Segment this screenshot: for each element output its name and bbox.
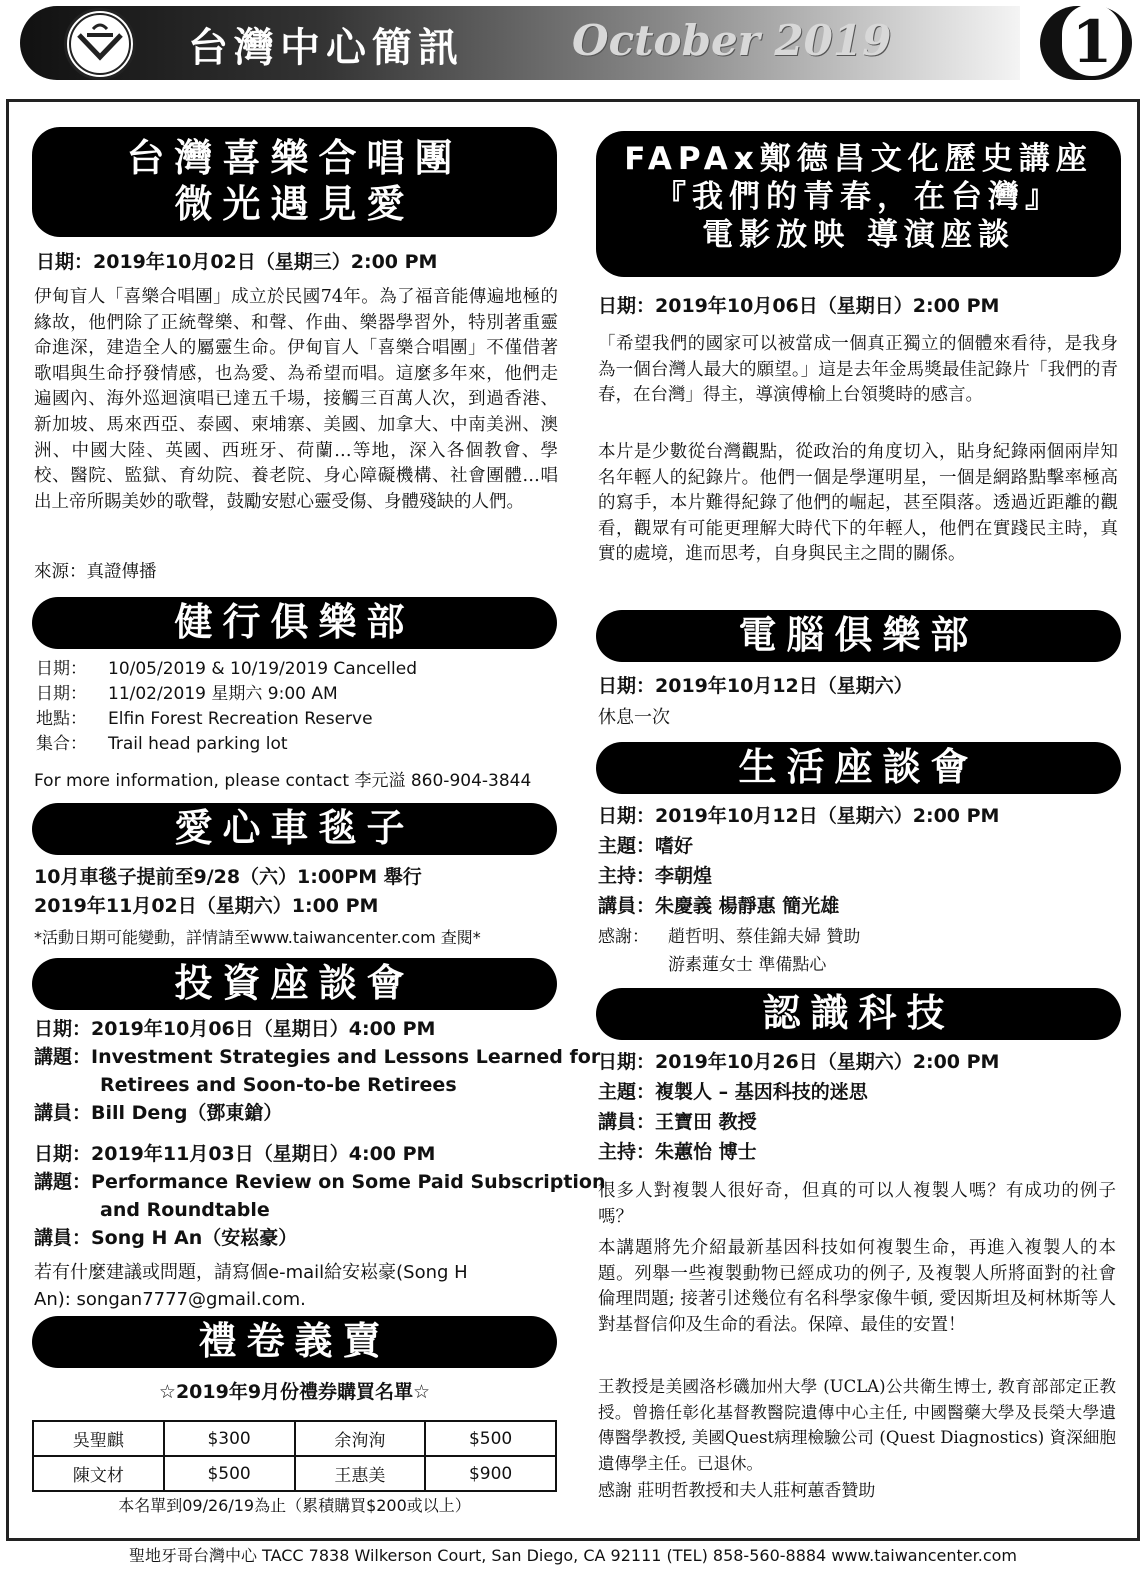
car-sale-title: 愛心車毯子 xyxy=(174,806,415,850)
buyer-amount: $500 xyxy=(425,1421,556,1456)
life-topic: 主題：嗜好 xyxy=(598,835,694,857)
investment-s1-topic-cont: Retirees and Soon-to-be Retirees xyxy=(100,1074,457,1096)
buyer-amount: $300 xyxy=(164,1421,295,1456)
topic-text: Performance Review on Some Paid Subscription xyxy=(91,1171,606,1193)
investment-contact xyxy=(34,1259,468,1313)
investment-s1-date: 日期：2019年10月06日（星期日）4:00 PM xyxy=(34,1018,436,1040)
topic-label: 講題： xyxy=(34,1171,92,1193)
life-host: 主持：李朝煌 xyxy=(598,865,713,887)
fapa-heading xyxy=(596,131,1121,277)
buyer-name: 吳聖麒 xyxy=(33,1421,164,1456)
voucher-subtitle: ☆2019年9月份禮券購買名單☆ xyxy=(158,1381,431,1403)
hiking-heading xyxy=(32,597,557,649)
footer-address: 聖地牙哥台灣中心 TACC 7838 Wilkerson Court, San Diego, CA 92111 (TEL) 858-560-8884 www.taiwancenter.com xyxy=(128,1546,1018,1565)
investment-s1-speaker: 講員：Bill Deng（鄧東鎗） xyxy=(34,1102,283,1124)
life-thanks-2: 游素蓮女士 準備點心 xyxy=(668,955,827,975)
row-value: Trail head parking lot xyxy=(108,734,288,754)
tech-para1: 很多人對複製人很好奇，但真的可以人複製人嗎？有成功的例子嗎？ xyxy=(598,1181,1116,1227)
computer-title: 電腦俱樂部 xyxy=(738,613,979,657)
choir-title-line1: 台灣喜樂合唱團 xyxy=(126,136,463,180)
car-sale-line1: 10月車毯子提前至9/28（六）1:00PM 舉行 xyxy=(34,866,422,888)
fapa-title-line3: 電影放映 導演座談 xyxy=(702,216,1015,253)
row-value: 11/02/2019 星期六 9:00 AM xyxy=(108,684,338,704)
tech-speaker: 講員：王寶田 教授 xyxy=(598,1111,757,1133)
taiwan-center-logo xyxy=(64,8,136,80)
computer-date: 日期：2019年10月12日（星期六） xyxy=(598,675,913,697)
computer-heading xyxy=(596,610,1121,662)
car-sale-heading xyxy=(32,803,557,855)
computer-note: 休息一次 xyxy=(598,707,670,728)
car-sale-note: *活動日期可能變動，詳情請至www.taiwancenter.com 查閱* xyxy=(34,928,481,947)
page-number: 1 xyxy=(1062,4,1122,76)
investment-heading xyxy=(32,958,557,1010)
hiking-details xyxy=(36,657,417,757)
hiking-row xyxy=(36,657,417,682)
buyer-name: 陳文材 xyxy=(33,1456,164,1491)
fapa-date: 日期：2019年10月06日（星期日）2:00 PM xyxy=(598,295,1000,317)
row-label: 地點： xyxy=(36,709,87,729)
row-label: 日期： xyxy=(36,684,87,704)
life-thanks-label: 感謝： xyxy=(598,927,649,947)
tech-thanks: 感謝 莊明哲教授和夫人莊柯蕙香贊助 xyxy=(598,1481,876,1501)
tech-host: 主持：朱蕙怡 博士 xyxy=(598,1141,757,1163)
hiking-title: 健行俱樂部 xyxy=(174,600,415,644)
choir-heading xyxy=(32,127,557,237)
newsletter-title: 台灣中心簡訊 xyxy=(188,24,464,71)
choir-body: 伊甸盲人「喜樂合唱團」成立於民國74年。為了福音能傳遍地極的緣故，他們除了正統聲樂、和聲、作曲、樂器學習外，特別著重靈命進深，建造全人的屬靈生命。伊甸盲人「喜樂合唱團」不僅借著歌唱與生命抒發情感，也為愛、為希望而唱。這麼多年來，他們走遍國內、海外巡迴演唱已達五千場，接觸三百萬人次，到過香港、新加坡、馬來西亞、泰國、柬埔寨、美國、加拿大、中南美洲、澳洲、中國大陸、英國、西班牙、荷蘭…等地，深入各個教會、學校、醫院、監獄、育幼院、養老院、身心障礙機構、社會團體…唱出上帝所賜美妙的歌聲，鼓勵安慰心靈受傷、身體殘缺的人們。 xyxy=(34,287,558,512)
row-value: Elfin Forest Recreation Reserve xyxy=(108,709,373,729)
buyer-name: 余洵洵 xyxy=(295,1421,426,1456)
voucher-title: 禮卷義賣 xyxy=(198,1319,391,1363)
tech-heading xyxy=(596,988,1121,1040)
voucher-heading xyxy=(32,1316,557,1368)
investment-s2-topic xyxy=(34,1167,606,1197)
fapa-title-line2: 『我們的青春，在台灣』 xyxy=(655,178,1062,215)
investment-title: 投資座談會 xyxy=(174,961,415,1005)
table-row xyxy=(33,1421,556,1456)
life-thanks-1: 趙哲明、蔡佳錦夫婦 贊助 xyxy=(668,927,861,947)
issue-date: October 2019 xyxy=(572,16,892,65)
voucher-table xyxy=(32,1420,557,1492)
life-heading xyxy=(596,742,1121,794)
life-date: 日期：2019年10月12日（星期六）2:00 PM xyxy=(598,805,1000,827)
investment-s2-speaker: 講員：Song H An（安崧豪） xyxy=(34,1227,298,1249)
investment-s1-topic xyxy=(34,1042,600,1072)
investment-s2-topic-cont: and Roundtable xyxy=(100,1199,270,1221)
topic-label: 講題： xyxy=(34,1046,92,1068)
fapa-para2: 本片是少數從台灣觀點，從政治的角度切入，貼身紀錄兩個兩岸知名年輕人的紀錄片。他們一個是學運明星，一個是網路點擊率極高的寫手，本片難得紀錄了他們的崛起，甚至隕落。透過近距離的觀看，觀眾有可能更理解大時代下的年輕人，他們在實踐民主時，真實的處境，進而思考，自身與民主之間的關係。 xyxy=(598,442,1118,565)
hiking-row xyxy=(36,707,417,732)
life-thanks xyxy=(598,925,860,950)
logo-mark-icon xyxy=(67,11,133,77)
fapa-title-line1: FAPAx鄭德昌文化歷史講座 xyxy=(624,141,1093,177)
choir-date: 日期：2019年10月02日（星期三）2:00 PM xyxy=(36,251,438,273)
buyer-amount: $500 xyxy=(164,1456,295,1491)
newsletter-header xyxy=(0,0,1146,90)
hiking-row xyxy=(36,682,417,707)
row-label: 日期： xyxy=(36,659,87,679)
life-title: 生活座談會 xyxy=(738,745,979,789)
tech-para2: 本講題將先介紹最新基因科技如何複製生命，再進入複製人的本題。列舉一些複製動物已經成功的例子, 及複製人所將面對的社會倫理問題; 接著引述幾位有名科學家像牛頓, 愛因斯坦及柯林斯等人對基督信仰及生命的看法。保障、最佳的安置！ xyxy=(598,1238,1116,1335)
investment-contact-line2: An): songan7777@gmail.com. xyxy=(34,1289,306,1310)
investment-s2-date: 日期：2019年11月03日（星期日）4:00 PM xyxy=(34,1143,436,1165)
buyer-name: 王惠美 xyxy=(295,1456,426,1491)
hiking-contact: For more information, please contact 李元溢 860-904-3844 xyxy=(34,771,532,791)
tech-para3: 王教授是美國洛杉磯加州大學 (UCLA)公共衛生博士, 教育部部定正教授。曾擔任彰化基督教醫院遺傳中心主任, 中國醫藥大學及長榮大學遺傳醫學教授, 美國Quest病理檢驗公司 (Quest Diagnostics) 資深細胞遺傳學主任。已退休。 xyxy=(598,1377,1116,1473)
buyer-amount: $900 xyxy=(425,1456,556,1491)
row-value: 10/05/2019 & 10/19/2019 Cancelled xyxy=(108,659,417,679)
tech-date: 日期：2019年10月26日（星期六）2:00 PM xyxy=(598,1051,1000,1073)
car-sale-line2: 2019年11月02日（星期六）1:00 PM xyxy=(34,895,379,917)
table-row xyxy=(33,1456,556,1491)
tech-topic: 主題：複製人 – 基因科技的迷思 xyxy=(598,1081,868,1103)
fapa-para1: 「希望我們的國家可以被當成一個真正獨立的個體來看待，是我身為一個台灣人最大的願望。」這是去年金馬獎最佳記錄片「我們的青春，在台灣」得主，導演傅榆上台領獎時的感言。 xyxy=(598,334,1118,406)
voucher-note: 本名單到09/26/19為止（累積購買$200或以上） xyxy=(118,1496,471,1515)
investment-contact-line1: 若有什麼建議或問題，請寫個e-mail給安崧豪(Song H xyxy=(34,1262,468,1283)
choir-title-line2: 微光遇見愛 xyxy=(174,182,415,227)
row-label: 集合： xyxy=(36,734,87,754)
life-speakers: 講員：朱慶義 楊靜惠 簡光雄 xyxy=(598,895,840,917)
topic-text: Investment Strategies and Lessons Learned for xyxy=(91,1046,601,1068)
tech-title: 認識科技 xyxy=(762,991,955,1035)
choir-source: 來源：真證傳播 xyxy=(34,562,157,582)
hiking-row xyxy=(36,732,417,757)
